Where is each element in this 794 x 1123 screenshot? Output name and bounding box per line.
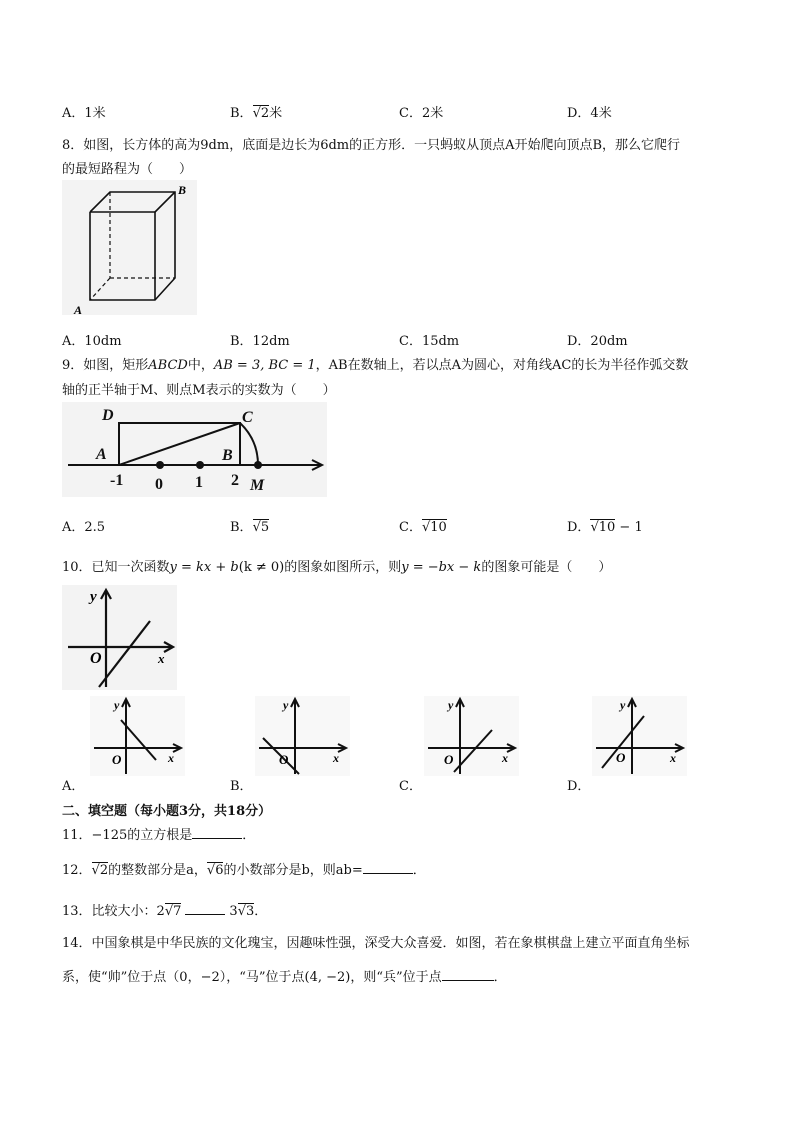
q9-option-c: C．√10 (399, 520, 447, 535)
q10-b-x-label: x (333, 751, 339, 765)
q10-option-b-graph (255, 696, 350, 776)
q10-option-d: D． (567, 779, 591, 794)
q9-text-line2: 轴的正半轴于M、则点M表示的实数为（ ） (62, 383, 336, 398)
q10-a-y-label: y (114, 698, 120, 712)
q7-option-b: B．√2米 (230, 106, 283, 121)
q9-tick-1: 1 (195, 474, 203, 491)
q8-option-d: D．20dm (567, 334, 628, 349)
q10-option-a: A． (62, 779, 85, 794)
q9-text-line1: 9．如图，矩形ABCD中，AB = 3, BC = 1，AB在数轴上，若以点A为圆心，对角线AC的长为半径作弧交数 (62, 358, 689, 373)
q9-number-line-figure (62, 402, 327, 497)
q8-text-line1: 8．如图，长方体的高为9dm，底面是边长为6dm的正方形．一只蚂蚁从顶点A开始爬向顶点B，那么它爬行 (62, 138, 681, 153)
q9-tick-neg1: -1 (110, 472, 124, 489)
q8-label-b: B (178, 183, 187, 197)
q10-d-y-label: y (620, 698, 626, 712)
q10-main-graph (62, 585, 177, 690)
q7-option-c: C．2米 (399, 106, 444, 121)
q9-option-b: B．√5 (230, 520, 270, 535)
q9-option-a: A．2.5 (62, 520, 106, 535)
q10-a-origin: O (112, 752, 122, 767)
q10-d-x-label: x (670, 751, 676, 765)
q10-option-d-graph (592, 696, 687, 776)
q10-d-origin: O (616, 750, 626, 765)
q9-tick-2: 2 (231, 472, 239, 489)
q10-b-y-label: y (283, 698, 289, 712)
q11-blank[interactable] (192, 826, 242, 839)
q8-option-a: A．10dm (62, 334, 122, 349)
q10-option-b: B． (230, 779, 253, 794)
q10-c-origin: O (444, 752, 454, 767)
q10-a-x-label: x (168, 751, 174, 765)
q10-option-c: C． (399, 779, 422, 794)
q9-label-m: M (250, 477, 265, 494)
q10-c-x-label: x (502, 751, 508, 765)
q10-main-x-label: x (158, 651, 165, 666)
q14-blank[interactable] (442, 968, 494, 981)
q10-option-a-graph (90, 696, 185, 776)
q14-text-line1: 14．中国象棋是中华民族的文化瑰宝，因趣味性强，深受大众喜爱．如图，若在象棋棋盘上建立平面直角坐标 (62, 936, 690, 951)
section-fill-in-title: 二、填空题（每小题3分，共18分） (62, 804, 272, 819)
q12-text: 12．√2的整数部分是a，√6的小数部分是b，则ab= ． (62, 863, 426, 878)
q10-b-origin: O (279, 752, 289, 767)
q10-main-origin: O (90, 650, 102, 667)
q12-blank[interactable] (363, 861, 413, 874)
q10-text: 10．已知一次函数y = kx + b(k ≠ 0)的图象如图所示，则y = −bx − k的图象可能是（ ） (62, 560, 612, 575)
q14-text-line2: 系，使“帅”位于点（0，−2），“马”位于点(4, −2)，则“兵”位于点 ． (62, 970, 507, 985)
q13-blank[interactable] (185, 902, 225, 915)
q10-option-c-graph (424, 696, 519, 776)
q9-tick-0: 0 (155, 476, 163, 493)
q7-option-a: A．1米 (62, 106, 106, 121)
q9-label-d: D (102, 407, 114, 424)
q13-text: 13．比较大小：2√7 3√3． (62, 904, 268, 919)
q9-label-a: A (96, 446, 107, 463)
q8-option-c: C．15dm (399, 334, 460, 349)
q8-option-b: B．12dm (230, 334, 290, 349)
q10-main-y-label: y (90, 589, 97, 605)
q8-cuboid-figure (62, 180, 197, 315)
q8-text-line2: 的最短路程为（ ） (62, 162, 193, 177)
q7-option-d: D．4米 (567, 106, 612, 121)
q9-label-b: B (222, 447, 233, 464)
q9-label-c: C (242, 409, 253, 426)
q10-c-y-label: y (448, 698, 454, 712)
q8-label-a: A (74, 303, 83, 317)
q9-option-d: D．√10 − 1 (567, 520, 643, 535)
q11-text: 11．−125的立方根是 ． (62, 828, 256, 843)
